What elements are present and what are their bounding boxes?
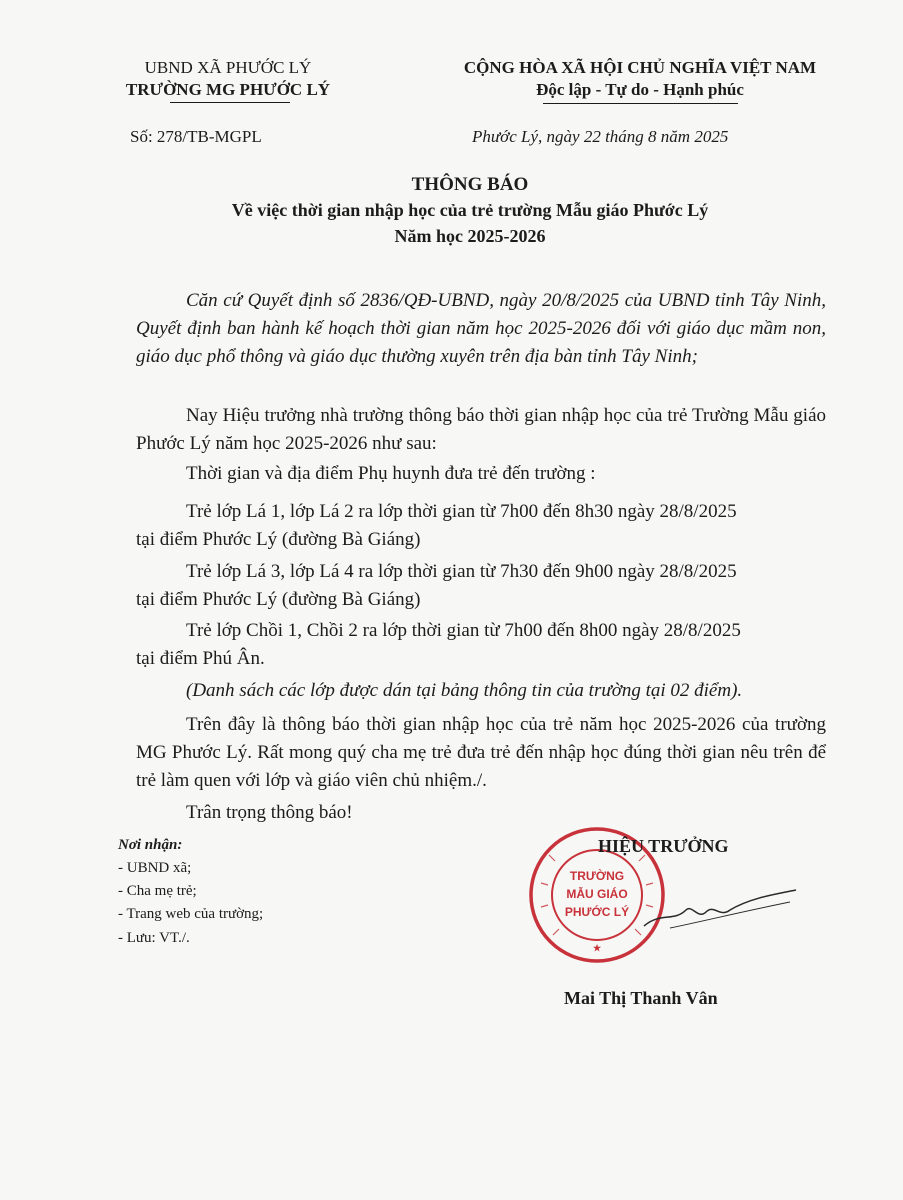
schedule-item-1-place: tại điểm Phước Lý (đường Bà Giáng) <box>136 529 421 550</box>
intro-paragraph: Nay Hiệu trưởng nhà trường thông báo thời gian nhập học của trẻ Trường Mẫu giáo Phước Lý năm học 2025-2026 như sau: <box>136 405 826 454</box>
recipients-heading: Nơi nhận: <box>118 837 183 853</box>
header-right-underline <box>543 103 738 104</box>
recipient-item: - Lưu: VT./. <box>118 930 190 946</box>
svg-text:★: ★ <box>592 943 602 953</box>
signatory-name: Mai Thị Thanh Vân <box>564 988 718 1008</box>
document-title: THÔNG BÁO <box>411 174 529 195</box>
handwritten-signature <box>640 882 800 942</box>
place-date: Phước Lý, ngày 22 tháng 8 năm 2025 <box>472 127 729 146</box>
schedule-item-3-place: tại điểm Phú Ân. <box>136 648 265 669</box>
school-name: TRƯỜNG MG PHƯỚC LÝ <box>125 80 331 99</box>
national-motto: Độc lập - Tự do - Hạnh phúc <box>536 80 744 99</box>
regards: Trân trọng thông báo! <box>186 802 353 823</box>
schedule-item-2-place: tại điểm Phước Lý (đường Bà Giáng) <box>136 589 421 610</box>
recipient-item: - Trang web của trường; <box>118 906 264 922</box>
header-left-underline <box>170 102 290 103</box>
schedule-item-2 <box>136 558 826 614</box>
closing-paragraph: Trên đây là thông báo thời gian nhập học của trẻ năm học 2025-2026 của trường MG Phước Lý. Rất mong quý cha mẹ trẻ đưa trẻ đến nhập học đúng thời gian nêu trên để trẻ làm quen với lớp và giáo viên chủ nhiệm./. <box>136 714 826 791</box>
schedule-item-1 <box>136 498 826 554</box>
document-subject: Về việc thời gian nhập học của trẻ trường Mẫu giáo Phước Lý <box>231 200 709 220</box>
signatory-title: HIỆU TRƯỞNG <box>598 836 729 856</box>
recipient-item: - Cha mẹ trẻ; <box>118 883 197 899</box>
school-year: Năm học 2025-2026 <box>394 226 546 246</box>
document-number: Số: 278/TB-MGPL <box>130 127 262 146</box>
schedule-item-1-time: Trẻ lớp Lá 1, lớp Lá 2 ra lớp thời gian từ 7h00 đến 8h30 ngày 28/8/2025 <box>186 501 737 522</box>
national-title: CỘNG HÒA XÃ HỘI CHỦ NGHĨA VIỆT NAM <box>463 58 817 77</box>
legal-basis: Căn cứ Quyết định số 2836/QĐ-UBND, ngày 20/8/2025 của UBND tỉnh Tây Ninh, Quyết định ban hành kế hoạch thời gian năm học 2025-2026 đối với giáo dục mầm non, giáo dục phổ thông và giáo dục thường xuyên trên địa bàn tỉnh Tây Ninh; <box>136 290 826 367</box>
schedule-item-3 <box>136 617 826 673</box>
schedule-item-3-time: Trẻ lớp Chồi 1, Chồi 2 ra lớp thời gian từ 7h00 đến 8h00 ngày 28/8/2025 <box>186 620 741 641</box>
stamp-line-2: MẪU GIÁO <box>566 887 628 901</box>
time-place-heading: Thời gian và địa điểm Phụ huynh đưa trẻ đến trường : <box>186 463 596 484</box>
stamp-line-1: TRƯỜNG <box>569 869 625 883</box>
class-list-note: (Danh sách các lớp được dán tại bảng thông tin của trường tại 02 điểm). <box>186 680 743 701</box>
recipient-item: - UBND xã; <box>118 860 192 876</box>
schedule-item-2-time: Trẻ lớp Lá 3, lớp Lá 4 ra lớp thời gian từ 7h30 đến 9h00 ngày 28/8/2025 <box>186 561 737 582</box>
stamp-line-3: PHƯỚC LÝ <box>564 905 630 919</box>
issuing-authority: UBND XÃ PHƯỚC LÝ <box>144 58 312 77</box>
